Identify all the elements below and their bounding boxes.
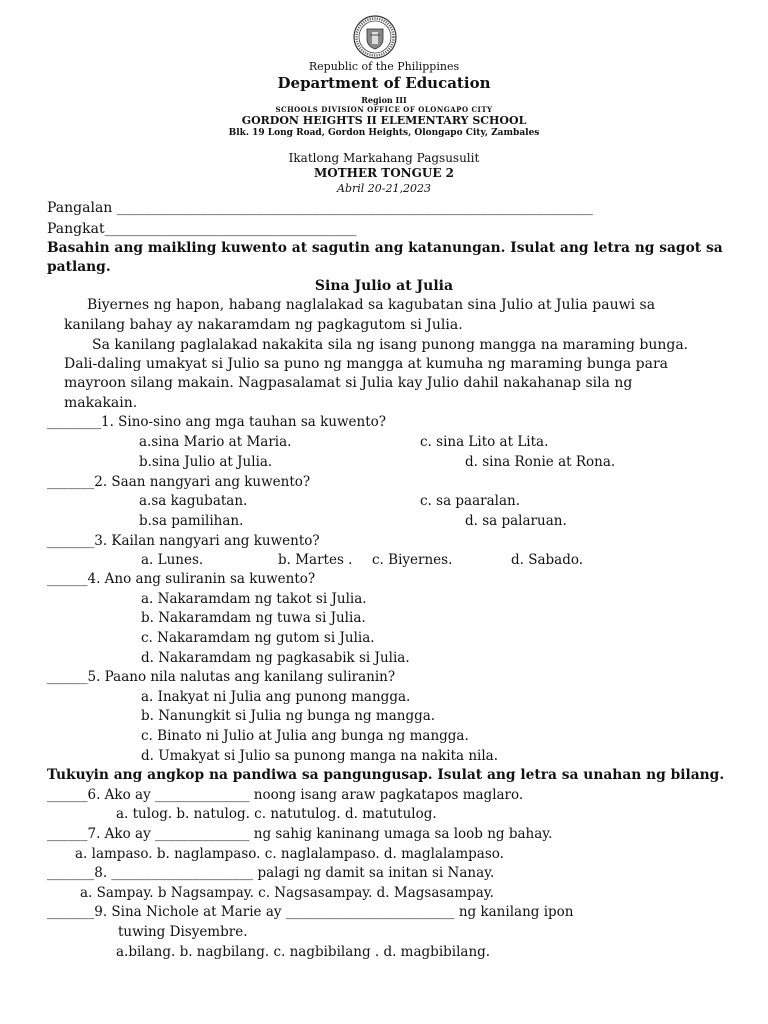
- q4-choice-a[interactable]: a. Nakaramdam ng takot si Julia.: [141, 591, 367, 607]
- exam-title: Ikatlong Markahang Pagsusulit: [288, 151, 480, 165]
- q2-choice-b[interactable]: b.sa pamilihan.: [139, 513, 244, 529]
- q5-choice-d[interactable]: d. Umakyat si Julio sa punong manga na nakita nila.: [141, 748, 499, 764]
- story-title: Sina Julio at Julia: [314, 278, 454, 294]
- q3-choice-d[interactable]: d. Sabado.: [511, 552, 584, 568]
- exam-date: Abril 20-21,2023: [337, 182, 431, 195]
- question-6: ______6. Ako ay ______________ noong isang araw pagkatapos maglaro.: [47, 787, 524, 803]
- story-line: Sa kanilang paglalakad nakakita sila ng isang punong mangga na maraming bunga.: [92, 337, 689, 353]
- q6-choices[interactable]: a. tulog. b. natulog. c. natutulog. d. matutulog.: [116, 806, 437, 822]
- question-1: ________1. Sino-sino ang mga tauhan sa kuwento?: [47, 414, 387, 430]
- q3-choice-c[interactable]: c. Biyernes.: [372, 552, 453, 568]
- question-9-continued: tuwing Disyembre.: [118, 924, 248, 940]
- q9-choices[interactable]: a.bilang. b. nagbilang. c. nagbibilang . d. magbibilang.: [116, 944, 491, 960]
- question-5: ______5. Paano nila nalutas ang kanilang suliranin?: [47, 669, 396, 685]
- q3-choice-b[interactable]: b. Martes .: [278, 552, 353, 568]
- school-address: Blk. 19 Long Road, Gordon Heights, Olongapo City, Zambales: [228, 128, 540, 138]
- question-2: _______2. Saan nangyari ang kuwento?: [47, 474, 311, 490]
- q4-choice-d[interactable]: d. Nakaramdam ng pagkasabik si Julia.: [141, 650, 410, 666]
- deped-seal-icon: [353, 15, 397, 59]
- story-line: Biyernes ng hapon, habang naglalakad sa kagubatan sina Julio at Julia pauwi sa: [87, 297, 656, 313]
- division-text: SCHOOLS DIVISION OFFICE OF OLONGAPO CITY: [275, 105, 493, 114]
- region-text: Region III: [361, 95, 407, 105]
- name-field[interactable]: Pangalan ____________________________________________________________________: [47, 200, 593, 216]
- q7-choices[interactable]: a. lampaso. b. naglampaso. c. naglalampaso. d. maglalampaso.: [75, 846, 504, 862]
- question-3: _______3. Kailan nangyari ang kuwento?: [47, 533, 320, 549]
- department-title: Department of Education: [277, 74, 491, 92]
- q2-choice-d[interactable]: d. sa palaruan.: [465, 513, 567, 529]
- republic-text: Republic of the Philippines: [308, 60, 460, 73]
- question-9: _______9. Sina Nichole at Marie ay _________________________ ng kanilang ipon: [47, 904, 574, 920]
- q2-choice-c[interactable]: c. sa paaralan.: [420, 493, 521, 509]
- q5-choice-b[interactable]: b. Nanungkit si Julia ng bunga ng mangga.: [141, 708, 436, 724]
- q4-choice-c[interactable]: c. Nakaramdam ng gutom si Julia.: [141, 630, 375, 646]
- instruction-line: patlang.: [47, 259, 111, 275]
- q1-choice-a[interactable]: a.sina Mario at Maria.: [139, 434, 292, 450]
- story-line: Dali-daling umakyat si Julio sa puno ng mangga at kumuha ng maraming bunga para: [64, 356, 669, 372]
- question-4: ______4. Ano ang suliranin sa kuwento?: [47, 571, 316, 587]
- question-7: ______7. Ako ay ______________ ng sahig kaninang umaga sa loob ng bahay.: [47, 826, 553, 842]
- q4-choice-b[interactable]: b. Nakaramdam ng tuwa si Julia.: [141, 610, 366, 626]
- story-line: mayroon silang makain. Nagpasalamat si Julia kay Julio dahil nakahanap sila ng: [64, 375, 633, 391]
- q1-choice-b[interactable]: b.sina Julio at Julia.: [139, 454, 273, 470]
- q2-choice-a[interactable]: a.sa kagubatan.: [139, 493, 248, 509]
- school-name: GORDON HEIGHTS II ELEMENTARY SCHOOL: [241, 114, 527, 127]
- instruction-line: Basahin ang maikling kuwento at sagutin ang katanungan. Isulat ang letra ng sagot sa: [47, 240, 723, 256]
- q5-choice-c[interactable]: c. Binato ni Julio at Julia ang bunga ng mangga.: [141, 728, 469, 744]
- question-8: _______8. _____________________ palagi ng damit sa initan si Nanay.: [47, 865, 495, 881]
- story-line: makakain.: [64, 395, 138, 411]
- instruction-line-2: Tukuyin ang angkop na pandiwa sa pangungusap. Isulat ang letra sa unahan ng bilang.: [47, 767, 725, 783]
- q8-choices[interactable]: a. Sampay. b Nagsampay. c. Nagsasampay. d. Magsasampay.: [80, 885, 494, 901]
- q1-choice-c[interactable]: c. sina Lito at Lita.: [420, 434, 549, 450]
- q5-choice-a[interactable]: a. Inakyat ni Julia ang punong mangga.: [141, 689, 411, 705]
- group-field[interactable]: Pangkat____________________________________: [47, 221, 357, 237]
- q1-choice-d[interactable]: d. sina Ronie at Rona.: [465, 454, 616, 470]
- story-line: kanilang bahay ay nakaramdam ng pagkagutom si Julia.: [64, 317, 463, 333]
- subject-title: MOTHER TONGUE 2: [313, 166, 455, 180]
- q3-choice-a[interactable]: a. Lunes.: [141, 552, 204, 568]
